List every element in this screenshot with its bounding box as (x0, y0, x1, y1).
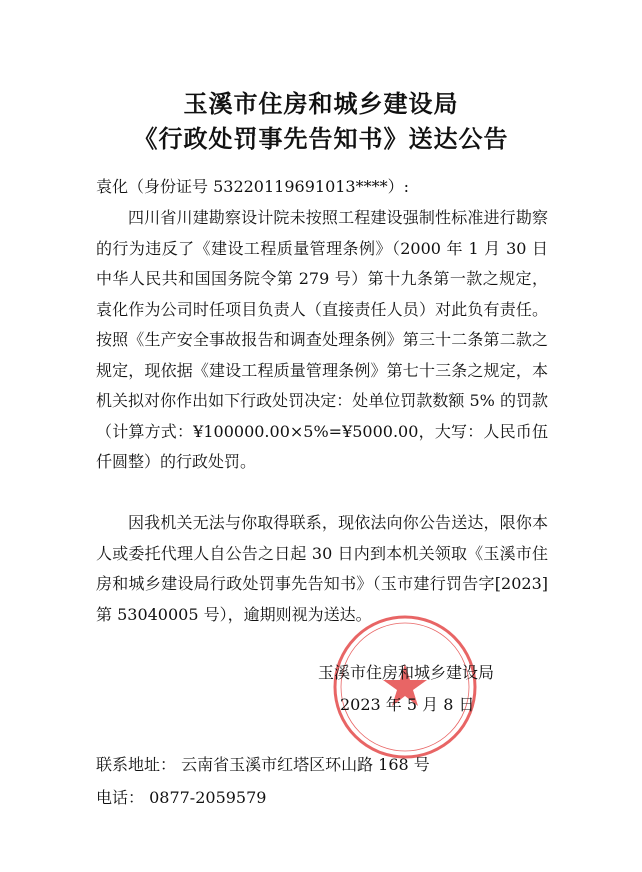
contact-address: 联系地址： 云南省玉溪市红塔区环山路 168 号 (96, 755, 430, 774)
contact-phone: 电话： 0877-2059579 (96, 788, 267, 807)
notice-paragraph-1: 四川省川建勘察设计院未按照工程建设强制性标准进行勘察的行为违反了《建设工程质量管理条例》（2000 年 1 月 30 日中华人民共和国国务院令第 279 号）第十九条第一款之规定，袁化作为公司时任项目负责人（直接责任人员）对此负有责任。按照《生产安全事故报告和调查处理条例》第三十二条第二款之规定，现依据《建设工程质量管理条例》第七十三条之规定，本机关拟对你作出如下行政处罚决定：处单位罚款数额 5% 的罚款（计算方式：¥100000.00×5%=¥5000.00，大写：人民币伍仟圆整）的行政处罚。 (96, 208, 548, 471)
notice-title-org: 玉溪市住房和城乡建设局 (183, 89, 459, 118)
official-seal-stamp (330, 612, 480, 762)
notice-title-subject: 《行政处罚事先告知书》送达公告 (133, 124, 509, 153)
signature-date: 2023 年 5 月 8 日 (340, 695, 475, 714)
signature-org: 玉溪市住房和城乡建设局 (318, 663, 495, 682)
notice-paragraph-2: 因我机关无法与你取得联系，现依法向你公告送达，限你本人或委托代理人自公告之日起 30 日内到本机关领取《玉溪市住房和城乡建设局行政处罚事先告知书》（玉市建行罚告字[2023]第 53040005 号），逾期则视为送达。 (96, 513, 548, 624)
addressee: 袁化（身份证号 53220119691013****）: (96, 177, 409, 196)
